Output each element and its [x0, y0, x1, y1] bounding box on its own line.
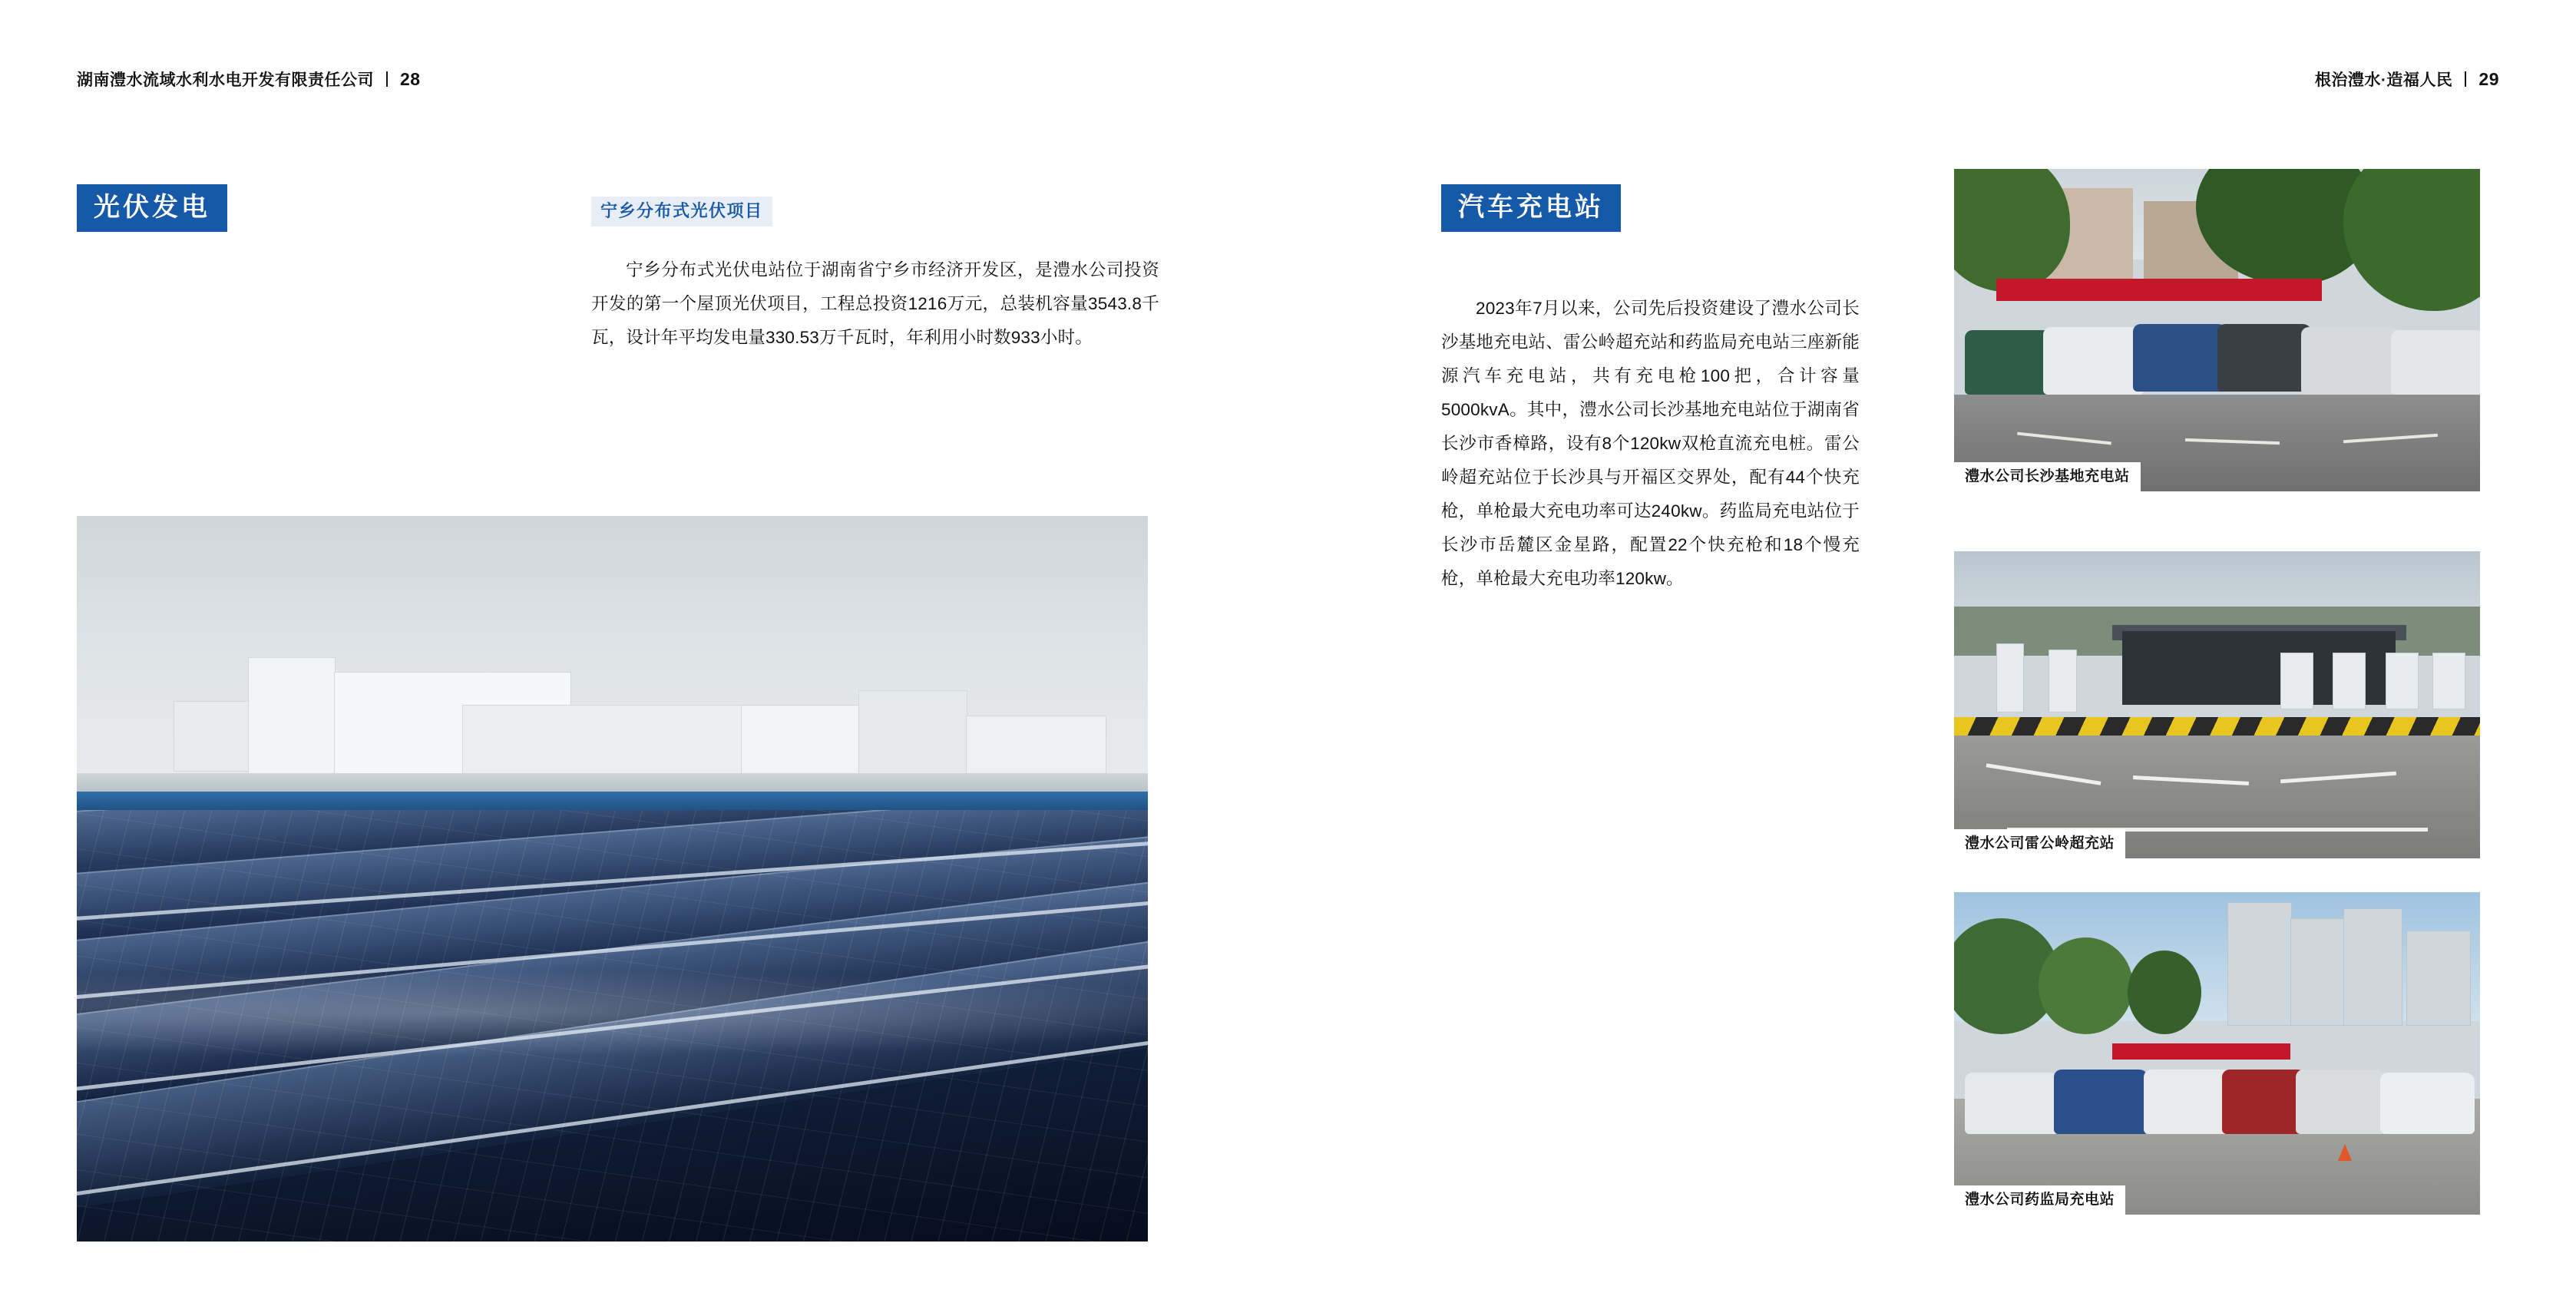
photo-building	[858, 690, 967, 779]
photo-charging-pile	[2432, 653, 2465, 709]
photo-car	[2217, 324, 2312, 392]
photo-solar-array	[77, 810, 1148, 1242]
photo-drug-administration-charging-station	[1954, 892, 2480, 1215]
photo-car	[2144, 1070, 2233, 1134]
running-head-left-text: 湖南澧水流域水利水电开发有限责任公司	[77, 71, 374, 89]
photo-building	[248, 657, 336, 775]
photo-traffic-cone	[2338, 1144, 2352, 1161]
photo-highrise	[2290, 918, 2345, 1027]
photo-caption: 澧水公司药监局充电站	[1954, 1185, 2125, 1215]
left-body-text	[591, 253, 1159, 355]
subsection-title-ningxiang: 宁乡分布式光伏项目	[591, 197, 772, 226]
photo-tree	[2343, 169, 2480, 311]
photo-highrise	[2343, 908, 2402, 1026]
photo-car	[1965, 330, 2054, 395]
photo-highrise	[2406, 931, 2471, 1026]
photo-charging-pile	[2049, 650, 2076, 713]
photo-car	[2380, 1073, 2475, 1134]
photo-charging-pile	[1996, 643, 2024, 713]
running-head-left	[77, 68, 421, 91]
running-head-right	[2315, 68, 2499, 91]
photo-car	[2054, 1070, 2148, 1134]
running-head-separator	[2465, 71, 2466, 87]
photo-yellow-black-curb	[1954, 717, 2480, 736]
page-number-left: 28	[400, 68, 421, 89]
photo-charging-pile	[2333, 653, 2366, 709]
photo-leigongling-supercharging-station	[1954, 551, 2480, 858]
photo-glare	[77, 965, 1148, 1060]
photo-car	[1965, 1073, 2059, 1134]
photo-charging-pile	[2280, 653, 2313, 709]
section-title-photovoltaic: 光伏发电	[77, 184, 227, 232]
photo-building	[966, 716, 1106, 782]
photo-building	[462, 705, 742, 779]
section-title-charging-station: 汽车充电站	[1441, 184, 1621, 232]
photo-tree	[2128, 951, 2201, 1034]
photo-car	[2296, 1070, 2385, 1134]
right-body-paragraph: 2023年7月以来，公司先后投资建设了澧水公司长沙基地充电站、雷公岭超充站和药监局充电站三座新能源汽车充电站，共有充电枪100把，合计容量5000kvA。其中，澧水公司长沙基地充电站位于湖南省长沙市香樟路，设有8个120kw双枪直流充电桩。雷公岭超充站位于长沙具与开福区交界处，配有44个快充枪，单枪最大充电功率可达240kw。药监局充电站位于长沙市岳麓区金星路，配置22个快充枪和18个慢充枪，单枪最大充电功率120kw。	[1441, 299, 1860, 588]
photo-tree	[2039, 937, 2133, 1034]
photo-car	[2133, 324, 2227, 392]
photo-caption: 澧水公司长沙基地充电站	[1954, 462, 2141, 491]
photo-car	[2043, 327, 2143, 395]
photo-caption: 澧水公司雷公岭超充站	[1954, 829, 2125, 858]
photo-changsha-base-charging-station	[1954, 169, 2480, 491]
page-number-right: 29	[2478, 68, 2499, 89]
photo-building	[741, 705, 871, 779]
photo-rooftop-solar-panels	[77, 516, 1148, 1242]
photo-red-banner	[2112, 1043, 2291, 1060]
photo-car	[2301, 327, 2401, 395]
running-head-separator	[386, 71, 388, 87]
photo-car	[2391, 330, 2480, 395]
photo-charging-pile	[2386, 653, 2419, 709]
photo-roofline	[77, 773, 1148, 792]
photo-highrise	[2227, 902, 2292, 1027]
running-head-right-text: 根治澧水·造福人民	[2314, 71, 2453, 89]
photo-red-banner	[1996, 279, 2323, 301]
right-body-text	[1441, 292, 1860, 596]
photo-car	[2222, 1070, 2306, 1134]
left-body-paragraph: 宁乡分布式光伏电站位于湖南省宁乡市经济开发区，是澧水公司投资开发的第一个屋顶光伏项目，工程总投资1216万元，总装机容量3543.8千瓦，设计年平均发电量330.53万千瓦时，年利用小时数933小时。	[591, 260, 1159, 347]
